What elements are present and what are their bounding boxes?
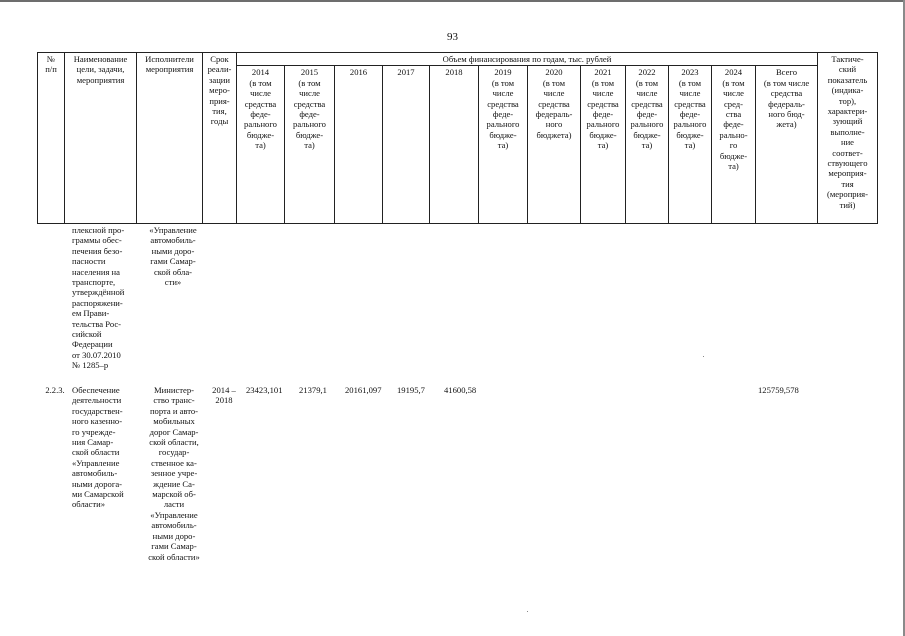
scan-edge-top [0,0,905,2]
col-header-name: Наименование цели, задачи, мероприятия [65,53,137,224]
col-header-year-2016: 2016 [335,66,383,224]
col-header-term: Срок реали- зации меро- прия- тия, годы [203,53,237,224]
row-223-total: 125759,578 [758,385,799,395]
continuation-executor-cell: «Управление автомобиль- ными доро- гами Самар- ской обла- сти» [149,225,197,288]
col-header-year-2017: 2017 [383,66,430,224]
col-header-year-2015: 2015 (в том числе средства феде- рального бюдже- та) [285,66,335,224]
row-223-value-2015: 21379,1 [299,385,327,395]
col-header-funding: Объем финансирования по годам, тыс. рублей [237,53,818,66]
page-number: 93 [447,31,458,43]
col-header-year-2014: 2014 (в том числе средства феде- рального бюдже- та) [237,66,285,224]
col-header-year-2019: 2019 (в том числе средства феде- рального бюдже- та) [479,66,528,224]
col-header-year-2021: 2021 (в том числе средства феде- рального бюдже- та) [581,66,626,224]
row-223-executor-cell: Министер- ство транс- порта и авто- мобильных дорог Самар- ской области, государ- ственное ка- зенное учре- ждение Са- марской об- ласти «Управление автомобиль- ными доро- гами Самар- ской области» [148,385,200,562]
row-223-value-2016: 20161,097 [345,385,382,395]
col-header-year-2018: 2018 [430,66,479,224]
row-223-value-2017: 19195,7 [397,385,425,395]
scan-speck [703,356,704,357]
col-header-year-2023: 2023 (в том числе средства феде- рального бюдже- та) [669,66,712,224]
col-header-year-2022: 2022 (в том числе средства феде- рального бюдже- та) [626,66,669,224]
continuation-name-cell: плексной про- граммы обес- печения безо- пасности населения на транспорте, утверждённой распоряжени- ем Прави- тельства Рос- сийской Федерации от 30.07.2010 № 1285–р [72,225,125,371]
funding-table-header [37,52,878,224]
row-223-value-2018: 41600,58 [444,385,477,395]
col-header-year-2020: 2020 (в том числе средства федераль- ного бюджета) [528,66,581,224]
scan-speck [527,611,528,612]
col-header-indicator: Тактиче- ский показатель (индика- тор), характери- зующий выполне- ние соответ- ствующего мероприя- тия (мероприя- тий) [818,53,878,224]
row-223-value-2014: 23423,101 [246,385,283,395]
row-223-number: 2.2.3. [45,385,65,395]
row-223-name-cell: Обеспечение деятельности государствен- ного казенно- го учрежде- ния Самар- ской области «Управление автомобиль- ными дорога- ми Самарской области» [72,385,124,510]
col-header-year-2024: 2024 (в том числе сред- ства феде- рально- го бюдже- та) [712,66,756,224]
col-header-number: № п/п [38,53,65,224]
col-header-total: Всего (в том числе средства федераль- ного бюд- жета) [756,66,818,224]
row-223-term: 2014 – 2018 [212,385,236,406]
col-header-executors: Исполнители мероприятия [137,53,203,224]
